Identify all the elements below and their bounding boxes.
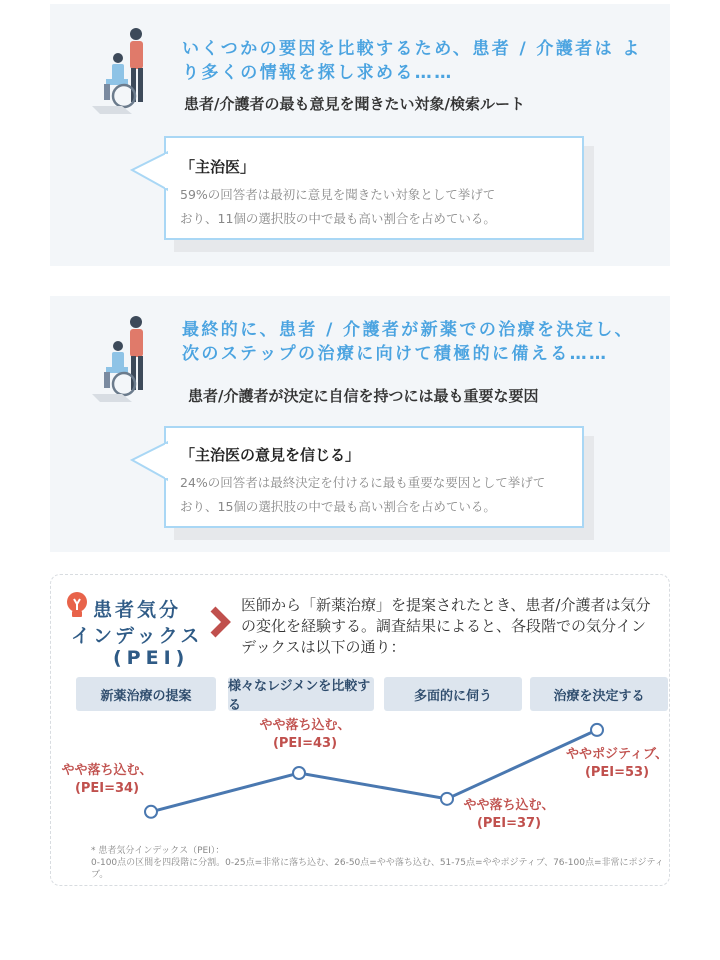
pei-title-line2: インデックス (71, 625, 203, 647)
section2-callout-text-line1: 24%の回答者は最終決定を付けるに最も重要な要因として挙げて (180, 475, 546, 490)
info-panel-2 (50, 296, 670, 552)
section1-subheading: 患者/介護者の最も意見を聞きたい対象/検索ルート (184, 95, 525, 113)
caregiver-wheelchair-icon (92, 312, 162, 402)
section2-callout-title: 「主治医の意見を信じる」 (180, 446, 361, 464)
pei-note-line2: 0-100点の区間を四段階に分割。0-25点=非常に落ち込む、26-50点=やや落ち込む、51-75点=ややポジティブ、76-100点=非常にポジティブ。 (91, 858, 664, 880)
pei-point-label-3: やや落ち込む、(PEI=37) (463, 797, 555, 831)
pei-point-label-1: やや落ち込む、(PEI=34) (61, 762, 153, 796)
section2-headline: 最終的に、患者 / 介護者が新薬での治療を決定し、次のステップの治療に向けて積極的に備える…… (182, 320, 635, 364)
section1-headline: いくつかの要因を比較するため、患者 / 介護者は より多くの情報を探し求める…… (182, 39, 642, 83)
pei-description: 医師から「新薬治療」を提案されたとき、患者/介護者は気分の変化を経験する。調査結果によると、各段階での気分インデックスは以下の通り： (241, 596, 651, 656)
pei-panel (50, 574, 670, 886)
pei-point-3 (441, 793, 453, 805)
stage-label-2: 様々なレジメンを比較する (228, 677, 374, 711)
section1-callout (130, 136, 600, 254)
callout-tail-icon (130, 440, 168, 482)
pei-point-label-2: やや落ち込む、(PEI=43) (259, 718, 351, 751)
pei-title-line1: 患者気分 (93, 599, 182, 621)
pei-title-line3: (PEI) (113, 647, 190, 669)
pei-note-line1: * 患者気分インデックス（PEI）： (91, 846, 225, 856)
section1-callout-text-line1: 59%の回答者は最初に意見を聞きたい対象として挙げて (180, 187, 496, 202)
stage-label-4: 治療を決定する (530, 677, 668, 711)
pei-point-label-4: ややポジティブ、(PEI=53) (566, 746, 668, 780)
pei-point-4 (591, 724, 603, 736)
pei-note (91, 845, 671, 881)
callout-tail-icon (130, 150, 168, 192)
section2-callout-text-line2: おり、15個の選択肢の中で最も高い割合を占めている。 (180, 499, 496, 514)
pei-point-2 (293, 767, 305, 779)
pei-line-chart (51, 711, 671, 841)
stage-label-1: 新薬治療の提案 (76, 677, 216, 711)
info-panel-1 (50, 4, 670, 266)
section1-callout-text-line2: おり、11個の選択肢の中で最も高い割合を占めている。 (180, 211, 496, 226)
chevron-right-icon (209, 605, 231, 639)
section2-callout (130, 426, 600, 542)
pei-point-1 (145, 806, 157, 818)
section1-callout-title: 「主治医」 (180, 158, 256, 176)
section2-subheading: 患者/介護者が決定に自信を持つには最も重要な要因 (188, 387, 539, 405)
lightbulb-icon (65, 591, 89, 619)
caregiver-wheelchair-icon (92, 24, 162, 114)
stage-label-3: 多面的に伺う (384, 677, 522, 711)
